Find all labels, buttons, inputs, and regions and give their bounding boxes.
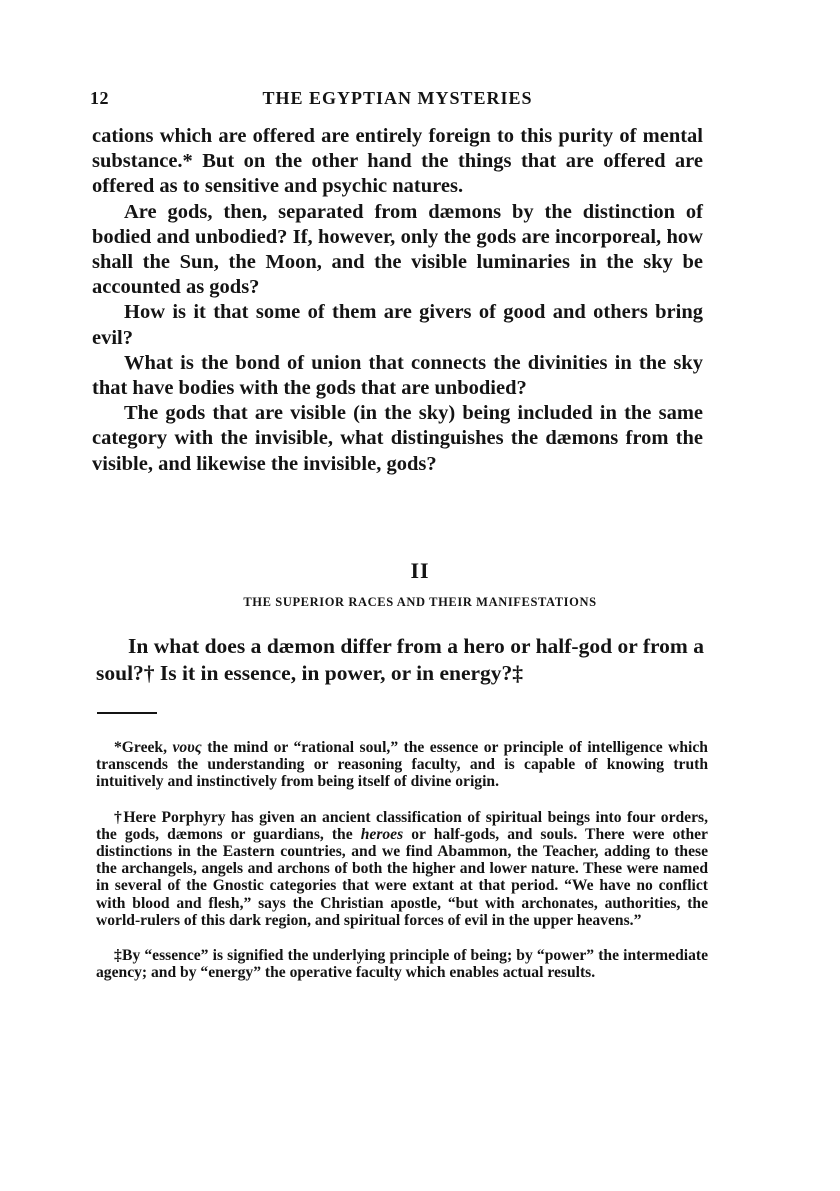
paragraph-bodied-unbodied: Are gods, then, separated from dæmons by the distinction of bodied and unbodied? If, however, only the gods are incorporeal, how shall the Sun, the Moon, and the visible luminaries in the sky be accounted as gods? xyxy=(92,200,703,299)
section-title: THE SUPERIOR RACES AND THEIR MANIFESTATIONS xyxy=(243,595,597,609)
page-number: 12 xyxy=(90,88,109,108)
footnotes xyxy=(96,739,708,981)
footnote-divider xyxy=(97,712,157,714)
paragraph-continuation: cations which are offered are entirely foreign to this purity of mental substance.* But on the other hand the things that are offered are offered as to sensitive and psychic natures. xyxy=(92,125,703,198)
footnote-2: †Here Porphyry has given an ancient classification of spiritual beings into four orders, the gods, dæmons or guardians, the heroes or half-gods, and souls. There were other distinctions in the Eastern countries, and we find Abammon, the Teacher, adding to these the archangels, angels and archons of both the higher and lower nature. These were named in several of the Gnostic categories that were extant at that period. “We have no conflict with blood and flesh,” says the Christian apostle, “but with archonates, authorities, the world-rulers of this dark region, and spiritual forces of evil in the upper heavens.” xyxy=(96,808,708,929)
intro-paragraph: In what does a dæmon differ from a hero or half-god or from a soul?† Is it in essence, in power, or in energy?‡ xyxy=(96,634,704,685)
footnote-3: ‡By “essence” is signified the underlying principle of being; by “power” the intermediate agency; and by “energy” the operative faculty which enables actual results. xyxy=(96,947,708,982)
greek-term: νους xyxy=(172,739,202,756)
footnote-1: *Greek, νους the mind or “rational soul,” the essence or principle of intelligence which transcends the understanding or reasoning faculty, and is capable of knowing truth intuitively and instinctively from being itself of divine origin. xyxy=(96,739,708,791)
section-intro xyxy=(96,633,704,687)
running-header xyxy=(90,88,705,114)
paragraph-visible-invisible: The gods that are visible (in the sky) being included in the same category with the invisible, what distinguishes the dæmons from the visible, and likewise the invisible, gods? xyxy=(92,402,703,475)
running-title: THE EGYPTIAN MYSTERIES xyxy=(262,88,533,108)
section-number: II xyxy=(410,558,430,583)
body-text xyxy=(92,124,703,477)
paragraph-bond-of-union: What is the bond of union that connects the divinities in the sky that have bodies with the gods that are unbodied? xyxy=(92,351,703,400)
italic-term: heroes xyxy=(360,825,404,843)
paragraph-good-evil: How is it that some of them are givers of good and others bring evil? xyxy=(92,301,703,349)
